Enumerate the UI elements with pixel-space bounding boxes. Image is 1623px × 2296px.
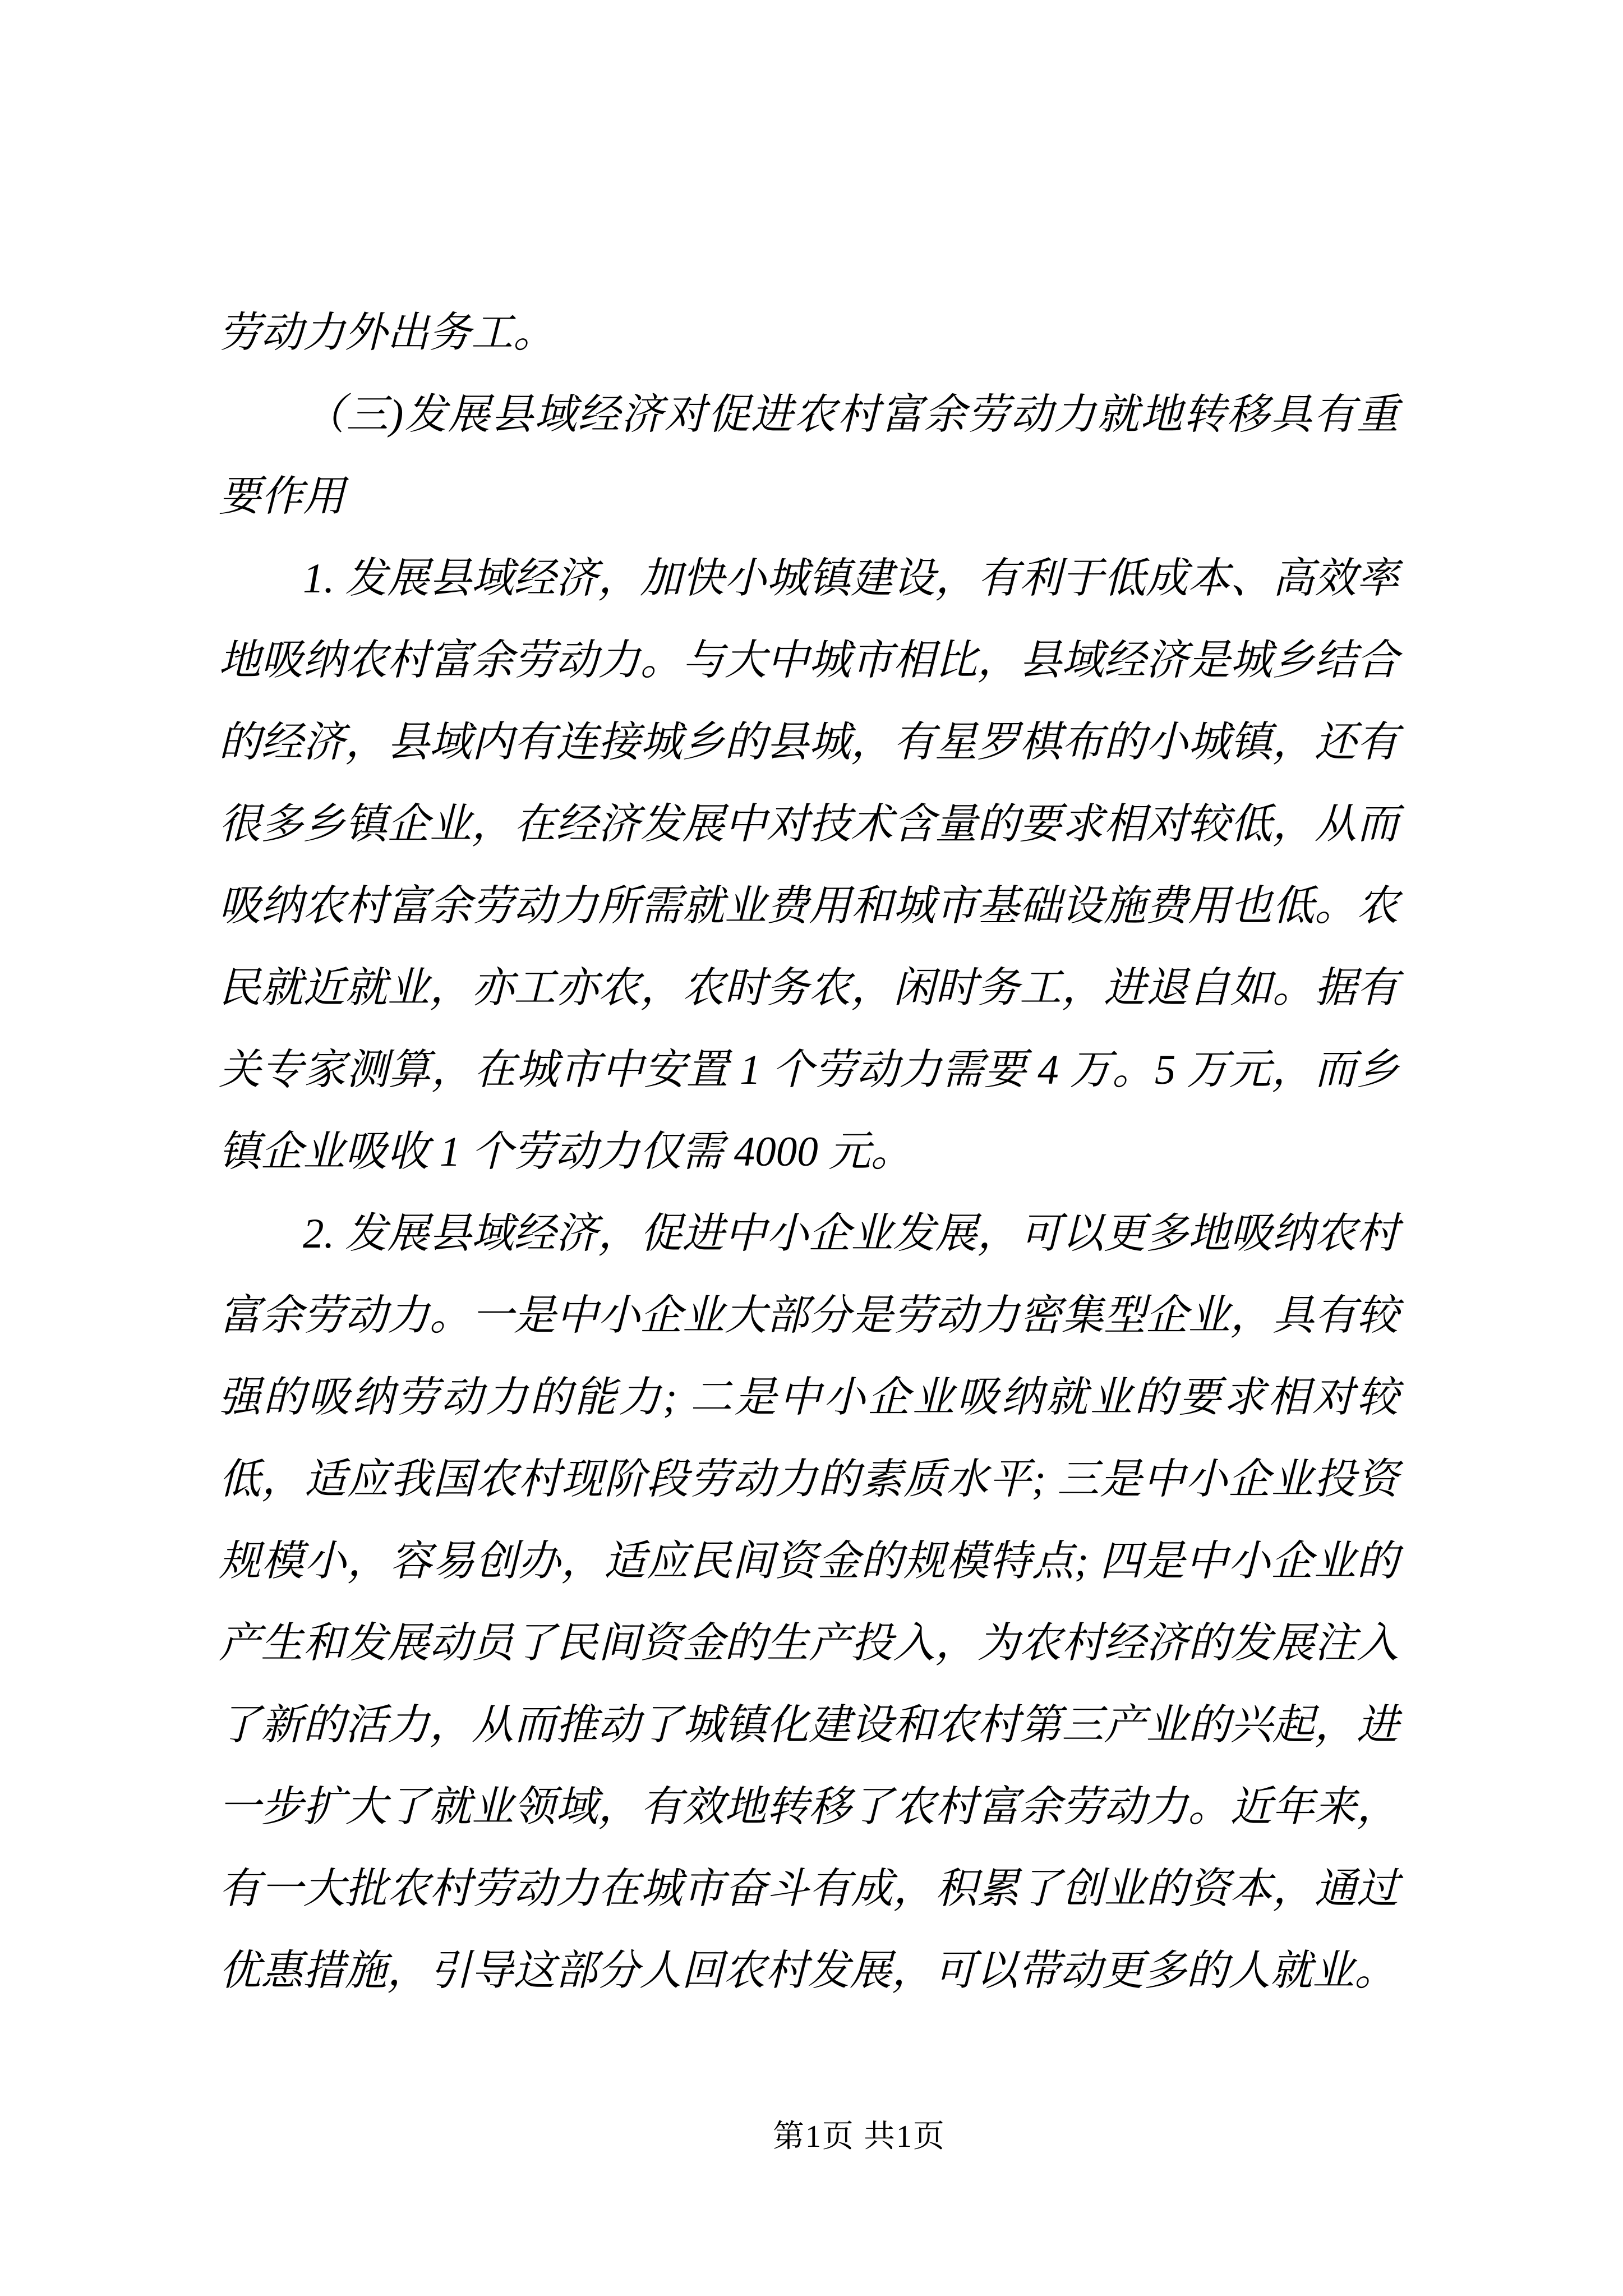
body-paragraph-continuation: 劳动力外出务工。 — [219, 310, 556, 356]
body-paragraph-section-heading: （三)发展县域经济对促进农村富余劳动力就地转移具有重要作用 — [219, 392, 1399, 520]
body-paragraph-item-2: 2. 发展县域经济，促进中小企业发展，可以更多地吸纳农村富余劳动力。一是中小企业大部分是劳动力密集型企业，具有较强的吸纳劳动力的能力; 二是中小企业吸纳就业的要求相对较低，适应我国农村现阶段劳动力的素质水平; 三是中小企业投资规模小，容易创办，适应民间资金的规模特点; 四是中小企业的产生和发展动员了民间资金的生产投入，为农村经济的发展注入了新的活力，从而推动了城镇化建设和农村第三产业的兴起，进一步扩大了就业领域，有效地转移了农村富余劳动力。近年来，有一大批农村劳动力在城市奋斗有成，积累了创业的资本，通过优惠措施，引导这部分人回农村发展，可以带动更多的人就业。 — [219, 1211, 1399, 1994]
body-paragraph-item-1: 1. 发展县域经济，加快小城镇建设，有利于低成本、高效率地吸纳农村富余劳动力。与大中城市相比，县域经济是城乡结合的经济，县域内有连接城乡的县城，有星罗棋布的小城镇，还有很多乡镇企业，在经济发展中对技术含量的要求相对较低，从而吸纳农村富余劳动力所需就业费用和城市基础设施费用也低。农民就近就业，亦工亦农，农时务农，闲时务工，进退自如。据有关专家测算，在城市中安置 1 个劳动力需要 4 万。5 万元，而乡镇企业吸收 1 个劳动力仅需 4000 元。 — [219, 555, 1399, 1175]
page-footer — [0, 2118, 1623, 2156]
document-body — [219, 292, 1399, 2012]
page-number-label: 第1页 共1页 — [773, 2119, 946, 2154]
